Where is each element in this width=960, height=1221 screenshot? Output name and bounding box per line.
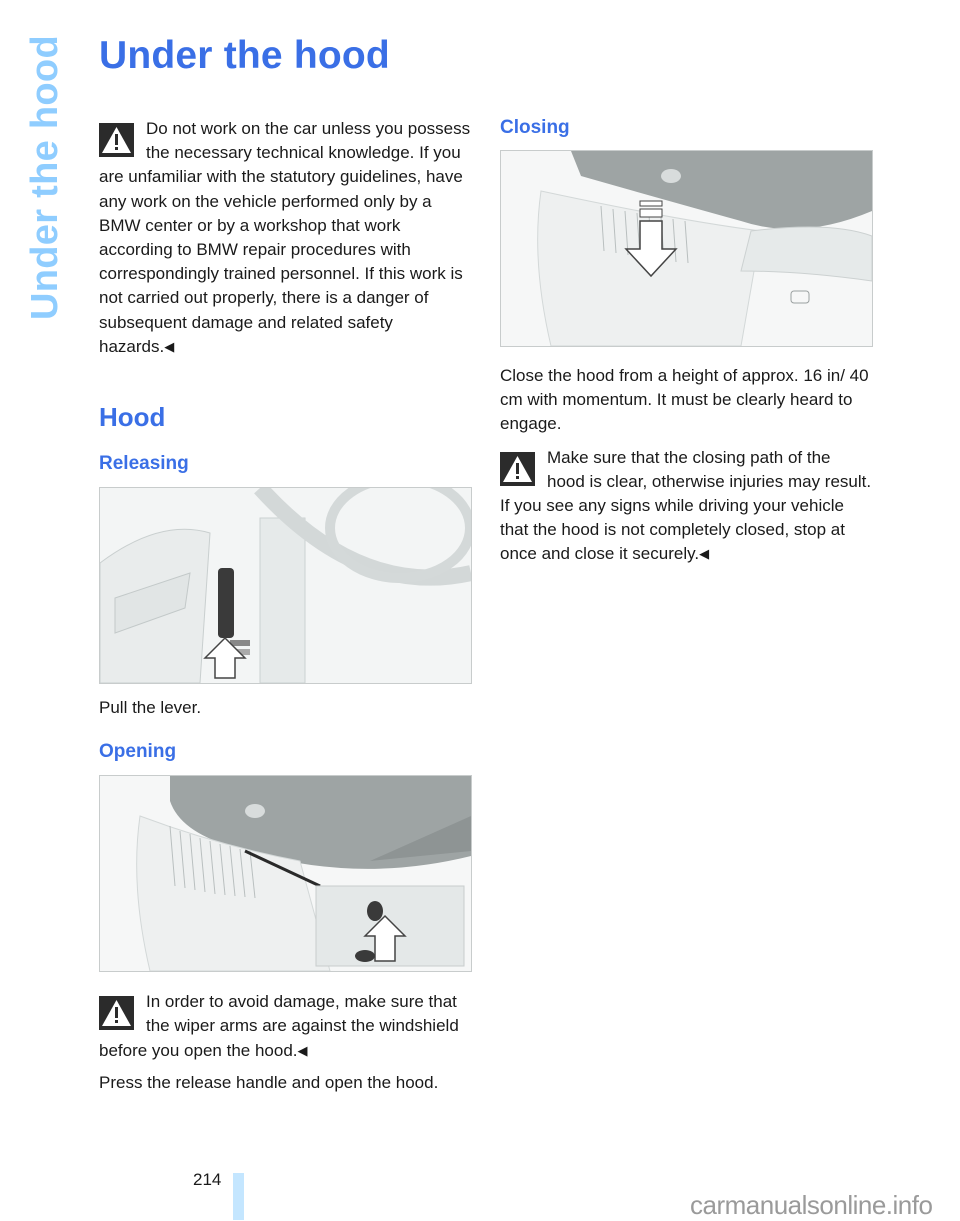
- closing-text: Close the hood from a height of approx. 16 in/ 40 cm with momentum. It must be clearly heard to engage.: [500, 366, 869, 434]
- right-column: [500, 117, 873, 567]
- end-mark-icon: ◀: [699, 546, 710, 562]
- hood-opening-illustration: [99, 775, 472, 972]
- subheading-closing: Closing: [500, 117, 570, 138]
- left-column: [99, 117, 472, 1095]
- page-number: 214: [193, 1170, 222, 1189]
- opening-warning-text: In order to avoid damage, make sure that the wiper arms are against the windshield before you open the hood.: [99, 992, 459, 1060]
- closing-warning-text: Make sure that the closing path of the hood is clear, otherwise injuries may result.: [547, 447, 872, 491]
- warning-triangle-icon: [500, 452, 535, 486]
- end-mark-icon: ◀: [164, 338, 175, 354]
- subheading-opening: Opening: [99, 741, 177, 763]
- end-mark-icon: ◀: [297, 1042, 308, 1058]
- releasing-text: Pull the lever.: [99, 698, 202, 718]
- closing-warning: [500, 446, 873, 567]
- warning-triangle-icon: [99, 996, 134, 1030]
- opening-text: Press the release handle and open the hood.: [99, 1072, 439, 1092]
- side-chapter-label: Under the hood: [24, 35, 66, 320]
- hood-closing-illustration: [500, 150, 873, 347]
- footer-accent-bar: [233, 1173, 244, 1220]
- hood-release-lever-illustration: [99, 487, 472, 684]
- watermark: carmanualsonline.info: [690, 1190, 933, 1220]
- section-heading-hood: Hood: [99, 402, 166, 433]
- closing-warning-text-2: If you see any signs while driving your vehicle that the hood is not completely closed, stop at once and close it securely.: [500, 496, 845, 564]
- intro-warning: [99, 117, 472, 359]
- subheading-releasing: Releasing: [99, 453, 189, 475]
- side-chapter-tab: [22, 35, 66, 320]
- page-title: Under the hood: [99, 34, 390, 77]
- warning-triangle-icon: [99, 123, 134, 157]
- opening-warning: [99, 990, 472, 1063]
- intro-warning-text: Do not work on the car unless you possess the necessary technical knowledge. If you are unfamiliar with the statutory guidelines, have any work on the vehicle performed only by a BMW center or by a workshop that work according to BMW repair procedures with correspondingly trained personnel. If this work is not carried out properly, there is a danger of subsequent damage and related safety hazards.: [99, 119, 471, 356]
